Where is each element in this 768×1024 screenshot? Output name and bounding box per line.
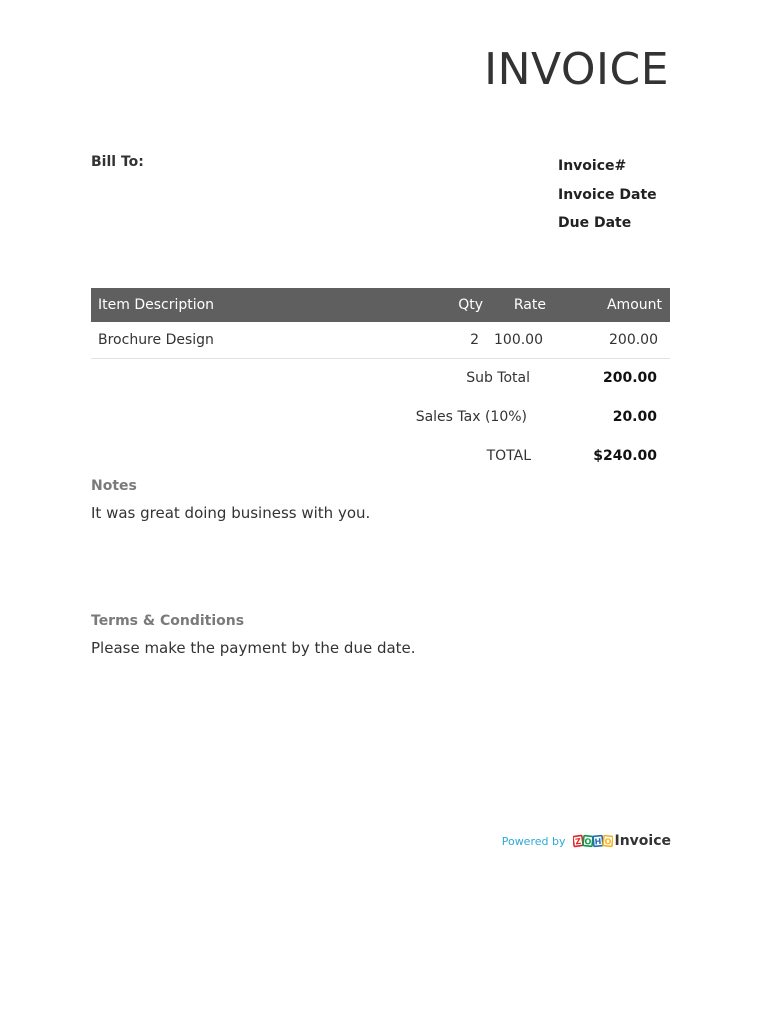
zoho-logo-tile [603,835,613,846]
svg-text:Z: Z [575,836,583,847]
terms-label: Terms & Conditions [91,613,245,629]
sub-total-value: 200.00 [602,370,657,386]
item-rate: 100.00 [494,332,543,348]
sub-total-label: Sub Total [466,370,530,386]
item-amount: 200.00 [609,332,658,348]
bill-to-label: Bill To: [91,154,144,170]
tax-value: 20.00 [612,409,657,425]
total-label: TOTAL [486,448,531,464]
total-value: $240.00 [593,448,657,464]
invoice-date-label: Invoice Date [558,186,657,203]
header-amount: Amount [606,297,662,313]
logo-product-name: Invoice [614,833,671,849]
items-table [91,288,670,359]
powered-by-footer [502,833,671,849]
zoho-invoice-logo[interactable] [573,833,671,849]
notes-text: It was great doing business with you. [91,504,371,522]
header-rate: Rate [513,297,546,313]
zoho-logo-tile [594,836,604,847]
svg-text:O: O [584,836,593,847]
svg-text:O: O [604,836,613,847]
table-row [91,322,670,359]
zoho-logo-tile [573,835,583,846]
item-description: Brochure Design [98,332,214,348]
header-qty: Qty [458,297,483,313]
notes-label: Notes [91,478,137,494]
svg-text:H: H [594,836,603,847]
due-date-label: Due Date [558,215,632,231]
powered-by-text: Powered by [501,834,566,848]
header-item-description: Item Description [98,297,215,313]
invoice-number-label: Invoice# [558,158,627,174]
items-table-header [91,288,670,322]
invoice-meta [558,156,657,242]
tax-label: Sales Tax (10%) [415,409,527,425]
zoho-logo-icon [573,833,613,849]
item-qty: 2 [470,332,479,348]
terms-text: Please make the payment by the due date. [91,639,416,657]
page-title: INVOICE [484,44,669,95]
zoho-logo-tile [583,836,593,847]
